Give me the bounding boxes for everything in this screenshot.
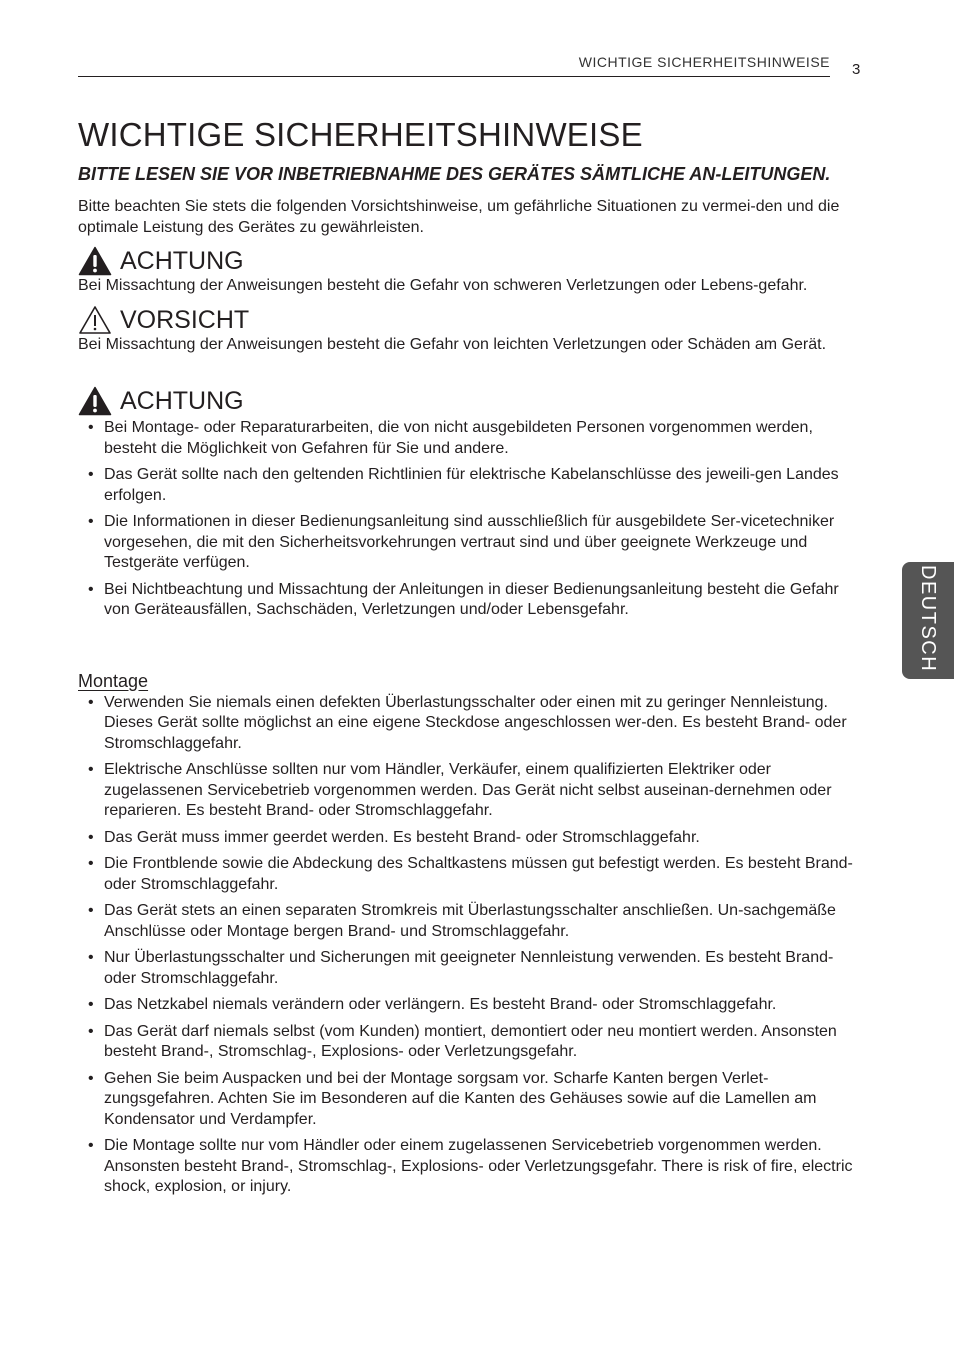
list-item <box>88 948 868 989</box>
page-number: 3 <box>852 61 861 78</box>
list-item <box>88 465 868 506</box>
list-item-text: Das Netzkabel niemals verändern oder verlängern. Es besteht Brand- oder Stromschlaggefahr. <box>104 996 777 1013</box>
list-item-text: Das Gerät sollte nach den geltenden Richtlinien für elektrische Kabelanschlüsse des jeweili-gen Landes erfolgen. <box>104 466 839 504</box>
bullet-dot: • <box>88 949 94 966</box>
list-item-text: Nur Überlastungsschalter und Sicherungen mit geeigneter Nennleistung verwenden. Es besteht Brand- oder Stromschlaggefahr. <box>104 949 834 987</box>
montage-bullet-list <box>78 693 868 1198</box>
bullet-dot: • <box>88 1069 94 1087</box>
list-item-text: Das Gerät stets an einen separaten Stromkreis mit Überlastungsschalter anschließen. Un-sachgemäße Anschlüsse oder Montage bergen Brand- und Stromschlaggefahr. <box>104 902 836 940</box>
list-item <box>88 828 868 849</box>
list-item-text: Bei Montage- oder Reparaturarbeiten, die von nicht ausgebildeten Personen vorgenommen werden, besteht die Möglichkeit von Gefahren für Sie und andere. <box>104 419 813 457</box>
achtung-section-label: ACHTUNG <box>120 387 244 415</box>
bullet-dot: • <box>88 761 94 778</box>
achtung-description: Bei Missachtung der Anweisungen besteht die Gefahr von schweren Verletzungen oder Lebens-gefahr. <box>78 277 808 294</box>
list-item-text: Gehen Sie beim Auspacken und bei der Montage sorgsam vor. Scharfe Kanten bergen Verlet-zungsgefahren. Achten Sie im Besonderen auf die Kanten des Gehäuses sowie auf die Lamellen am Kondensator und Verdampfer. <box>104 1069 817 1128</box>
bullet-dot: • <box>88 828 94 846</box>
language-side-tab <box>902 562 954 679</box>
list-item <box>88 995 868 1016</box>
warning-outline-icon <box>78 305 112 335</box>
language-side-tab-label: DEUTSCH <box>917 565 939 673</box>
bullet-dot: • <box>88 1137 94 1154</box>
bullet-dot: • <box>88 513 94 530</box>
list-item-text: Bei Nichtbeachtung und Missachtung der Anleitungen in dieser Bedienungsanleitung besteht die Gefahr von Geräteausfällen, Sachschäden, Verletzungen und/oder Lebensgefahr. <box>104 580 839 618</box>
page-content <box>78 112 868 1204</box>
list-item <box>88 512 868 574</box>
page-subtitle: BITTE LESEN SIE VOR INBETRIEBNAHME DES GERÄTES SÄMTLICHE AN-LEITUNGEN. <box>78 164 831 184</box>
running-header-title: WICHTIGE SICHERHEITSHINWEISE <box>578 54 830 70</box>
list-item <box>88 1022 868 1063</box>
achtung-signal-heading <box>78 246 868 276</box>
warning-filled-icon <box>78 246 112 276</box>
list-item-text: Die Informationen in dieser Bedienungsanleitung sind ausschließlich für ausgebildete Ser-vicetechniker vorgesehen, die mit den Sicherheitsvorkehrungen vertraut sind und über geeignete Werkzeuge und Testgeräte verfügen. <box>104 513 835 571</box>
achtung-label: ACHTUNG <box>120 247 244 275</box>
bullet-dot: • <box>88 580 94 598</box>
vorsicht-description: Bei Missachtung der Anweisungen besteht die Gefahr von leichten Verletzungen oder Schäden am Gerät. <box>78 335 827 353</box>
vorsicht-signal-heading <box>78 305 868 335</box>
bullet-dot: • <box>88 419 94 436</box>
list-item <box>88 693 868 755</box>
bullet-dot: • <box>88 855 94 872</box>
bullet-dot: • <box>88 693 94 711</box>
list-item-text: Verwenden Sie niemals einen defekten Überlastungsschalter oder einen mit zu geringer Nennleistung. Dieses Gerät sollte möglichst an eine eigene Steckdose angeschlossen wer-den. Es besteht Brand- oder Stromschlaggefahr. <box>104 693 847 752</box>
list-item-text: Die Montage sollte nur vom Händler oder einem zugelassenen Servicebetrieb vorgenommen werden. Ansonsten besteht Brand-, Stromschlag-, Explosions- oder Verletzungsgefahr. There is risk of fire, electric shock, explosion, or injury. <box>104 1137 853 1195</box>
achtung-bullet-list <box>78 418 868 621</box>
header-rule <box>78 76 830 77</box>
list-item <box>88 418 868 459</box>
vorsicht-label: VORSICHT <box>120 305 250 334</box>
bullet-dot: • <box>88 996 94 1013</box>
list-item <box>88 760 868 822</box>
bullet-dot: • <box>88 466 94 483</box>
bullet-dot: • <box>88 902 94 919</box>
list-item <box>88 901 868 942</box>
list-item-text: Das Gerät muss immer geerdet werden. Es besteht Brand- oder Stromschlaggefahr. <box>104 828 700 846</box>
list-item <box>88 1136 868 1198</box>
page-title: WICHTIGE SICHERHEITSHINWEISE <box>78 116 643 153</box>
list-item <box>88 854 868 895</box>
montage-heading: Montage <box>78 670 149 691</box>
list-item-text: Elektrische Anschlüsse sollten nur vom Händler, Verkäufer, einem qualifizierten Elektriker oder zugelassenen Servicebetrieb vorgenommen werden. Das Gerät nicht selbst auseinan-dernehmen oder reparieren. Es besteht Brand- oder Stromschlaggefahr. <box>104 761 832 819</box>
achtung-section-heading <box>78 386 868 416</box>
list-item-text: Das Gerät darf niemals selbst (vom Kunden) montiert, demontiert oder neu montiert werden. Ansonsten besteht Brand-, Stromschlag-, Explosions- oder Verletzungsgefahr. <box>104 1022 837 1060</box>
list-item-text: Die Frontblende sowie die Abdeckung des Schaltkastens müssen gut befestigt werden. Es besteht Brand- oder Stromschlaggefahr. <box>104 855 853 893</box>
warning-filled-icon <box>78 386 112 416</box>
bullet-dot: • <box>88 1022 94 1040</box>
intro-paragraph: Bitte beachten Sie stets die folgenden Vorsichtshinweise, um gefährliche Situationen zu vermei-den und die optimale Leistung des Gerätes zu gewährleisten. <box>78 198 840 236</box>
list-item <box>88 580 868 621</box>
list-item <box>88 1069 868 1131</box>
